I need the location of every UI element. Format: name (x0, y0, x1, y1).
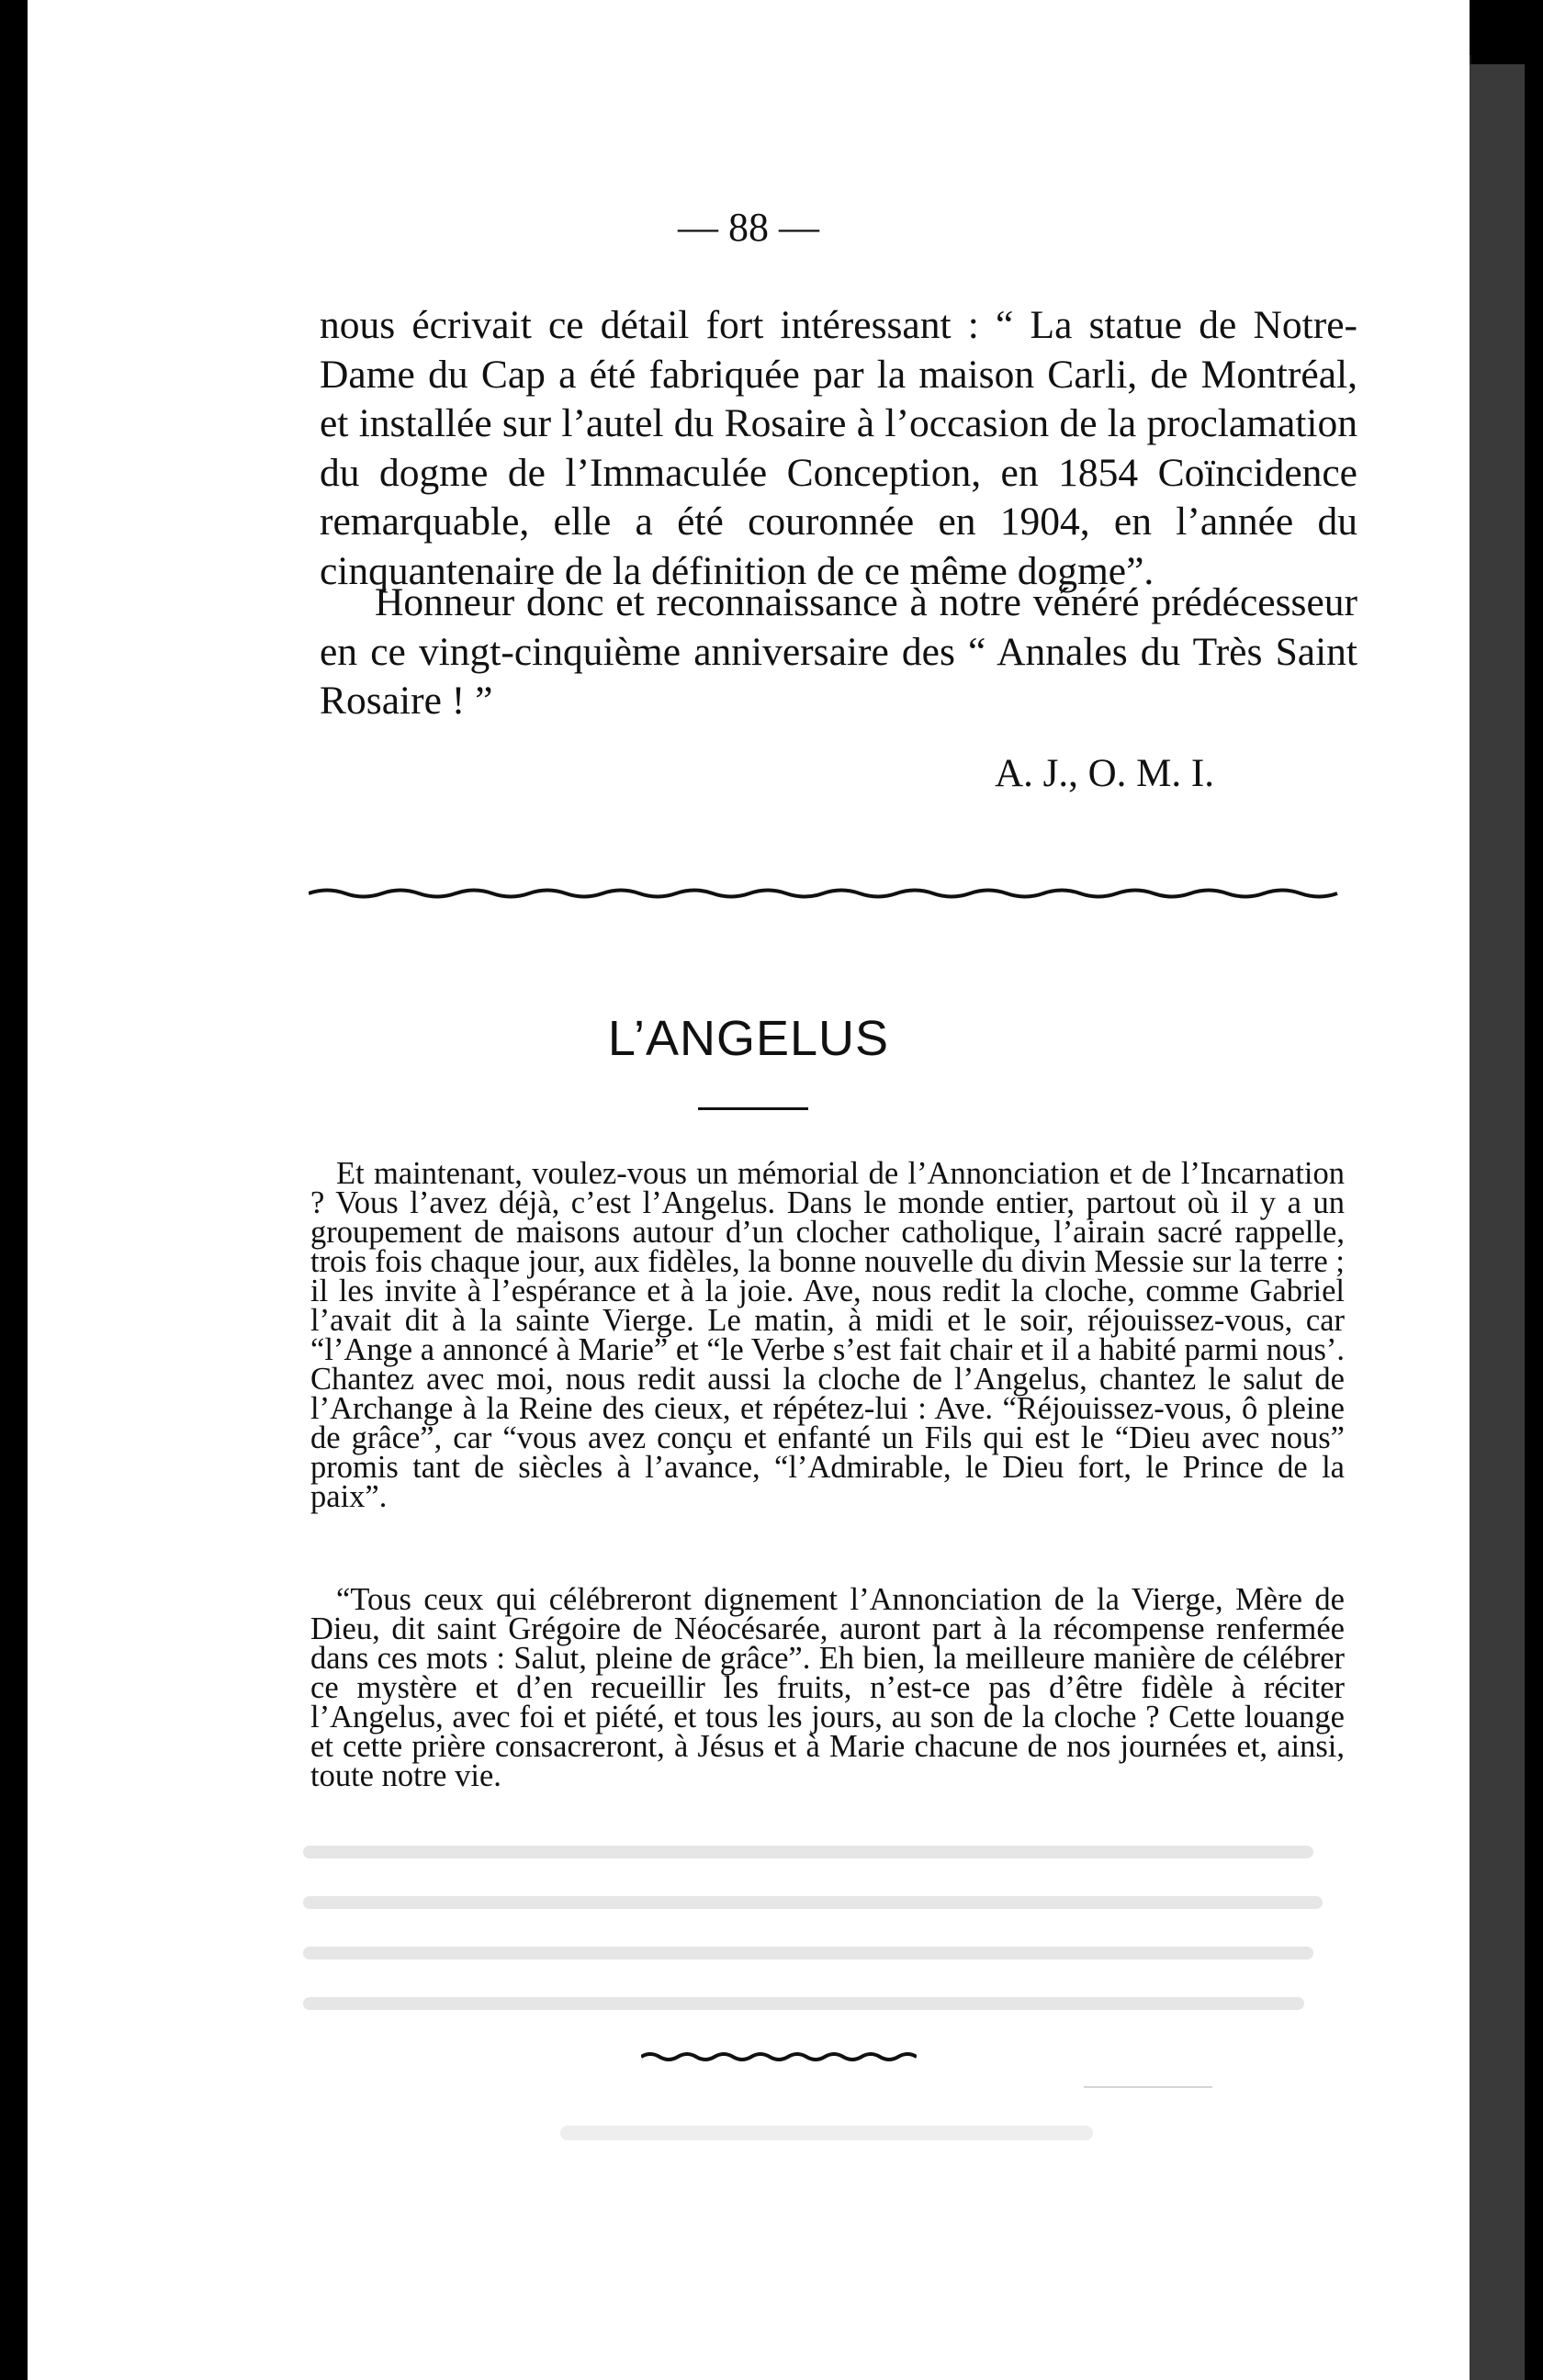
paragraph-angelus-quote: “Tous ceux qui célébreront dignement l’Annonciation de la Vierge, Mère de Dieu, dit saint Grégoire de Néocésarée, auront part à la récompense renfermée dans ces mots : Salut, pleine de grâce”. Eh bien, la meilleure manière de célébrer ce mystère et d’en recueillir les fruits, n’est-ce pas d’être fidèle à réciter l’Angelus, avec foi et piété, et tous les jours, au son de la cloche ? Cette louange et cette prière consacreront, à Jésus et à Marie chacune de nos journées et, ainsi, toute notre vie. (310, 1582, 1345, 1793)
bleed-through-rule (1084, 2086, 1212, 2088)
book-spine (1470, 64, 1525, 2380)
author-signature: A. J., O. M. I. (995, 752, 1214, 795)
paragraph-continuation: nous écrivait ce détail fort intéressant : “ La statue de Notre-Dame du Cap a été fabriquée par la maison Carli, de Montréal, et installée sur l’autel du Rosaire à l’occasion de la proclamation du dogme de l’Immaculée Conception, en 1854 Coïncidence remarquable, elle a été couronnée en 1904, en l’année du cinquantenaire de la définition de ce même dogme”. (320, 303, 1357, 593)
title-underline (698, 1107, 808, 1110)
section-title: L’ANGELUS (607, 1011, 890, 1066)
page-number: — 88 — (678, 205, 819, 250)
ornamental-divider (309, 880, 1356, 907)
paragraph-angelus-intro: Et maintenant, voulez-vous un mémorial de l’Annonciation et de l’Incarnation ? Vous l’avez déjà, c’est l’Angelus. Dans le monde entier, partout où il y a un groupement de maisons autour d’un clocher catholique, l’airain sacré rappelle, trois fois chaque jour, aux fidèles, la bonne nouvelle du divin Messie sur la terre ; il les invite à l’espérance et à la joie. Ave, nous redit la cloche, comme Gabriel l’avait dit à la sainte Vierge. Le matin, à midi et le soir, réjouissez-vous, car “l’Ange a annoncé à Marie” et “le Verbe s’est fait chair et il a habité parmi nous’. Chantez avec moi, nous redit aussi la cloche de l’Angelus, chantez le salut de l’Archange à la Reine des cieux, et répétez-lui : Ave. “Réjouissez-vous, ô pleine de grâce”, car “vous avez conçu et enfanté un Fils qui est le “Dieu avec nous” promis tant de siècles à l’avance, “l’Admirable, le Dieu fort, le Prince de la paix”. (310, 1156, 1345, 1514)
paragraph-tribute: Honneur donc et reconnaissance à notre vénéré prédécesseur en ce vingt-cinquième anniversaire des “ Annales du Très Saint Rosaire ! ” (320, 580, 1357, 723)
bleed-through-footnote (560, 2126, 1093, 2140)
closing-ornament (641, 2046, 917, 2068)
document-page (28, 0, 1470, 2380)
bleed-through-text (303, 1827, 1332, 2020)
